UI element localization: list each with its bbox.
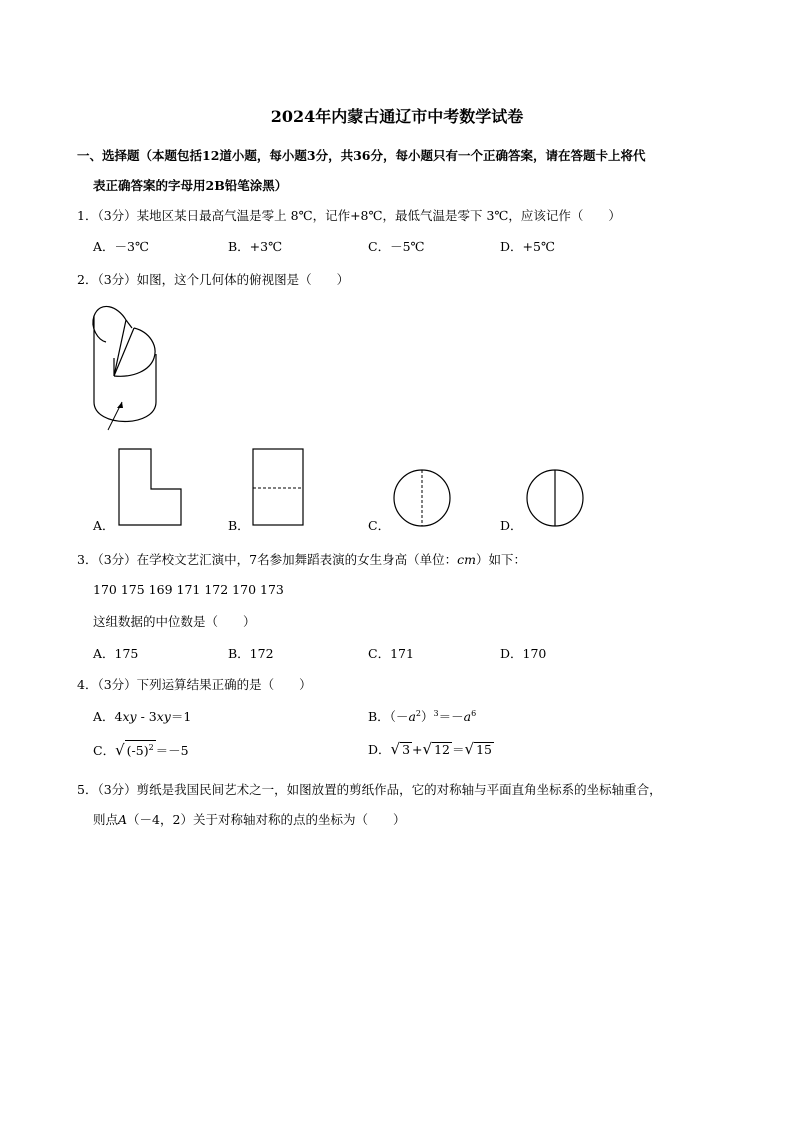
sqrt-icon: √ — [422, 740, 433, 758]
q2-option-c-label: C． — [368, 518, 391, 533]
q5-point: A — [118, 812, 128, 827]
q4-a-var2: xy — [156, 709, 171, 724]
q1-option-b: B．+3℃ — [228, 239, 283, 254]
q3-unit: cm — [457, 552, 476, 567]
q3-stem-suffix: ）如下： — [475, 552, 526, 567]
q4-option-c — [93, 740, 189, 759]
q3-option-b: B．172 — [228, 646, 274, 661]
q3-option-d: D．170 — [500, 646, 547, 661]
q1-option-d: D．+5℃ — [500, 239, 555, 254]
q4-b-label: B．（－ — [368, 709, 409, 724]
q4-d-label: D． — [368, 742, 391, 757]
q2-option-a-label: A． — [93, 518, 115, 533]
q4-option-a — [93, 707, 191, 725]
q3-subquestion: 这组数据的中位数是（ ） — [93, 614, 256, 629]
question-4-stem: 4．（3分）下列运算结果正确的是（ ） — [77, 677, 312, 692]
q4-c-result: ＝－5 — [155, 743, 189, 759]
q4-b-exp1: 2 — [415, 708, 421, 718]
sqrt-icon: √ — [390, 740, 401, 758]
q4-c-radicand: (-5) — [126, 743, 149, 759]
q4-b-base: a — [408, 709, 416, 724]
option-c-figure — [392, 468, 452, 528]
q4-d-r2: 12 — [434, 742, 450, 757]
q1-option-c: C．－5℃ — [368, 239, 425, 254]
section-heading-line2: 表正确答案的字母用2B铅笔涂黑） — [93, 178, 288, 193]
q4-c-exp: 2 — [148, 743, 154, 752]
option-d-figure — [525, 468, 585, 528]
q4-a-result: ＝1 — [170, 709, 192, 724]
q4-b-exp3: 6 — [471, 708, 477, 718]
q4-c-label: C． — [93, 743, 116, 759]
q5-prefix: 则点 — [93, 812, 119, 827]
q4-d-eq: ＝ — [452, 742, 465, 757]
q3-stem-prefix: 3．（3分）在学校文艺汇演中，7名参加舞蹈表演的女生身高（单位： — [77, 552, 458, 567]
sqrt-icon: √ — [464, 740, 475, 758]
q4-a-label: A． — [93, 709, 115, 724]
q4-option-b — [368, 707, 476, 725]
q1-option-a: A．－3℃ — [93, 239, 149, 254]
section-heading-line1: 一、选择题（本题包括12道小题，每小题3分，共36分，每小题只有一个正确答案，请在答题卡上将代 — [77, 148, 646, 163]
q3-option-c: C．171 — [368, 646, 414, 661]
q4-a-var1: xy — [122, 709, 137, 724]
q4-d-plus: + — [412, 742, 423, 757]
q4-b-exp2: 3 — [433, 708, 439, 718]
page-title: 2024年内蒙古通辽市中考数学试卷 — [270, 107, 524, 126]
option-a-figure — [118, 448, 182, 526]
question-3-stem — [77, 550, 526, 568]
q2-option-b-label: B． — [228, 518, 250, 533]
q4-option-d — [368, 740, 494, 758]
question-1-stem: 1．（3分）某地区某日最高气温是零上 8℃，记作+8℃，最低气温是零下 3℃，应该记作（ ） — [77, 208, 621, 223]
sqrt-icon: √ — [115, 741, 125, 760]
question-5-line1: 5．（3分）剪纸是我国民间艺术之一，如图放置的剪纸作品，它的对称轴与平面直角坐标系的坐标轴重合， — [77, 782, 662, 797]
question-2-stem: 2．（3分）如图，这个几何体的俯视图是（ ） — [77, 272, 350, 287]
q4-d-r1: 3 — [402, 742, 411, 757]
q2-option-d-label: D． — [500, 518, 523, 533]
option-b-figure — [252, 448, 304, 526]
q3-option-a: A．175 — [93, 646, 139, 661]
q4-c-radicand-box — [125, 740, 156, 758]
question-5-line2 — [93, 810, 405, 828]
q4-a-minus: - 3 — [136, 709, 157, 724]
q4-a-coef1: 4 — [114, 709, 123, 724]
q4-b-close: ） — [420, 709, 434, 724]
q4-d-r3: 15 — [476, 742, 492, 757]
q5-suffix: （－4，2）关于对称轴对称的点的坐标为（ ） — [127, 812, 406, 827]
solid-figure — [88, 298, 168, 438]
q3-data-line: 170 175 169 171 172 170 173 — [93, 582, 284, 597]
q4-b-eq: ＝－ — [438, 709, 464, 724]
q4-b-base2: a — [463, 709, 472, 724]
